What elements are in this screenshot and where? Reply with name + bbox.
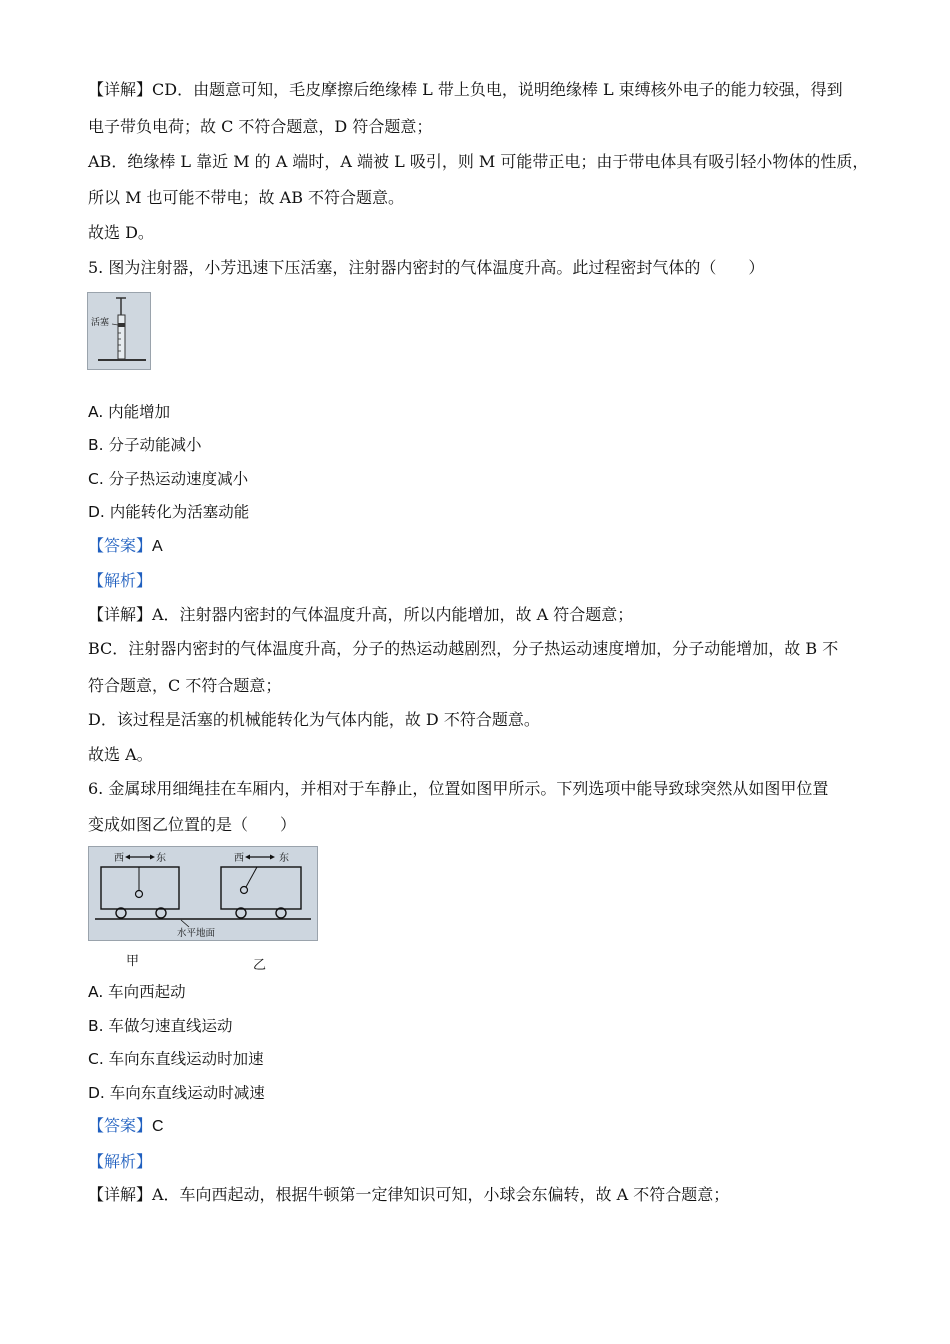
explanation-conclusion: 故选 A。: [88, 745, 153, 764]
explanation-line: AB．绝缘棒 L 靠近 M 的 A 端时，A 端被 L 吸引，则 M 可能带正电；由于带电体具有吸引轻小物体的性质，: [88, 152, 869, 171]
explanation-conclusion: 故选 D。: [88, 223, 154, 242]
explanation-line: 【详解】A．车向西起动，根据牛顿第一定律知识可知，小球会东偏转，故 A 不符合题意；: [88, 1185, 730, 1204]
analysis-tag: 【解析】: [88, 1154, 153, 1171]
figure-caption-yi: 乙: [253, 958, 267, 973]
explanation-line: 所以 M 也可能不带电；故 AB 不符合题意。: [88, 188, 405, 207]
answer-line: [88, 536, 163, 557]
explanation-line: 【详解】CD．由题意可知，毛皮摩擦后绝缘棒 L 带上负电，说明绝缘棒 L 束缚核外电子的能力较强，得到: [88, 80, 843, 99]
ground-label: 水平地面: [177, 928, 216, 939]
figure-caption-jia: 甲: [126, 954, 140, 969]
option-b: B. 车做匀速直线运动: [88, 1017, 233, 1035]
explanation-line: 符合题意，C 不符合题意；: [88, 676, 282, 695]
option-b: B. 分子动能减小: [88, 436, 202, 454]
question-6-stem: 变成如图乙位置的是（ ）: [88, 815, 297, 834]
analysis-tag: 【解析】: [88, 573, 153, 590]
answer-tag: 【答案】: [88, 1118, 153, 1135]
question-5-stem: 5. 图为注射器，小芳迅速下压活塞，注射器内密封的气体温度升高。此过程密封气体的（ ）: [88, 258, 765, 277]
answer-line: [88, 1116, 164, 1137]
option-d: D. 车向东直线运动时减速: [88, 1084, 265, 1102]
explanation-line: 【详解】A．注射器内密封的气体温度升高，所以内能增加，故 A 符合题意；: [88, 605, 634, 624]
piston-label: 活塞: [91, 318, 110, 328]
explanation-line: 电子带负电荷；故 C 不符合题意，D 符合题意；: [88, 117, 433, 136]
answer-value: C: [152, 1118, 164, 1135]
question-6-stem: 6. 金属球用细绳挂在车厢内，并相对于车静止，位置如图甲所示。下列选项中能导致球突然从如图甲位置: [88, 779, 829, 798]
west-label: 西: [114, 853, 124, 864]
option-d: D. 内能转化为活塞动能: [88, 503, 250, 521]
analysis-tag-line: [88, 1152, 152, 1173]
option-c: C. 分子热运动速度减小: [88, 470, 249, 488]
analysis-tag-line: [88, 571, 152, 592]
explanation-line: D．该过程是活塞的机械能转化为气体内能，故 D 不符合题意。: [88, 710, 540, 729]
answer-tag: 【答案】: [88, 538, 153, 555]
answer-value: A: [152, 538, 163, 555]
option-a: A. 内能增加: [88, 403, 171, 421]
option-c: C. 车向东直线运动时加速: [88, 1050, 264, 1068]
syringe-figure: [87, 292, 151, 370]
east-label: 东: [279, 853, 289, 864]
explanation-line: BC．注射器内密封的气体温度升高，分子的热运动越剧烈，分子热运动速度增加，分子动能增加，故 B 不: [88, 639, 839, 658]
east-label: 东: [156, 853, 166, 864]
cart-figure: [88, 846, 318, 941]
option-a: A. 车向西起动: [88, 983, 186, 1001]
west-label: 西: [234, 853, 244, 864]
